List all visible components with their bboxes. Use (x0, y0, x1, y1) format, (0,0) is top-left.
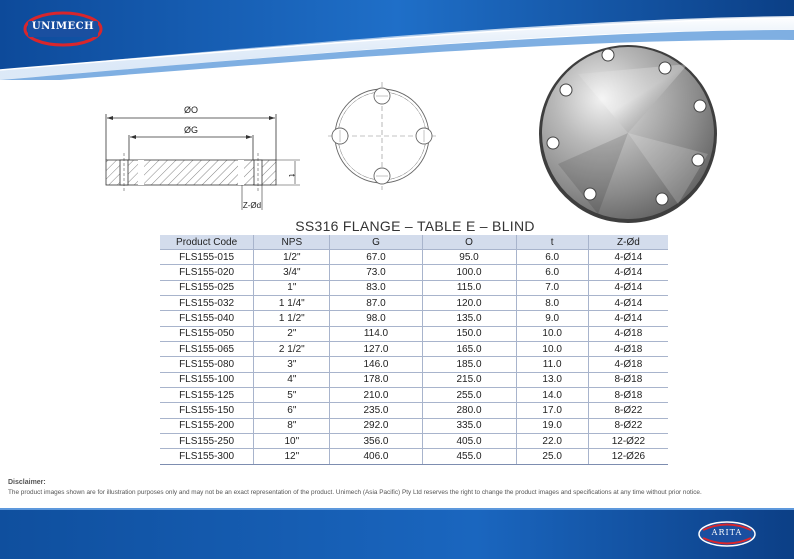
footer-graphic (0, 508, 794, 559)
cell-zd: 12-Ø22 (588, 434, 668, 449)
cell-nps: 4" (254, 372, 330, 387)
table-row (160, 342, 668, 357)
cell-t: 10.0 (516, 326, 588, 341)
cell-product-code: FLS155-020 (160, 265, 254, 280)
disclaimer-title: Disclaimer: (8, 479, 46, 486)
cell-g: 356.0 (330, 434, 422, 449)
cell-o: 280.0 (422, 403, 516, 418)
table-row (160, 311, 668, 326)
cell-zd: 4-Ø18 (588, 357, 668, 372)
header-o: O (422, 235, 516, 250)
cell-t: 25.0 (516, 449, 588, 464)
cell-product-code: FLS155-025 (160, 280, 254, 295)
dimension-zd-label: Z-Ød (242, 201, 262, 210)
cell-nps: 1/2" (254, 250, 330, 265)
table-row (160, 250, 668, 265)
cell-t: 9.0 (516, 311, 588, 326)
table-row (160, 265, 668, 280)
table-row (160, 418, 668, 433)
cell-nps: 12" (254, 449, 330, 464)
cell-product-code: FLS155-065 (160, 342, 254, 357)
table-row (160, 357, 668, 372)
cell-zd: 4-Ø14 (588, 296, 668, 311)
cell-o: 100.0 (422, 265, 516, 280)
table-body (160, 250, 668, 465)
cell-t: 22.0 (516, 434, 588, 449)
flange-side-section-drawing (102, 98, 307, 218)
dimension-t-label: t (287, 174, 297, 177)
cell-g: 210.0 (330, 388, 422, 403)
header-t: t (516, 235, 588, 250)
cell-nps: 3/4" (254, 265, 330, 280)
cell-o: 165.0 (422, 342, 516, 357)
table-row (160, 449, 668, 464)
cell-nps: 6" (254, 403, 330, 418)
dimension-g-label: ØG (183, 125, 199, 135)
cell-zd: 4-Ø14 (588, 265, 668, 280)
cell-nps: 1 1/2" (254, 311, 330, 326)
cell-product-code: FLS155-300 (160, 449, 254, 464)
table-row (160, 280, 668, 295)
table-header-row (160, 235, 668, 250)
cell-t: 14.0 (516, 388, 588, 403)
cell-o: 135.0 (422, 311, 516, 326)
cell-product-code: FLS155-050 (160, 326, 254, 341)
cell-product-code: FLS155-200 (160, 418, 254, 433)
cell-zd: 4-Ø18 (588, 326, 668, 341)
arita-logo[interactable] (697, 521, 757, 547)
cell-zd: 4-Ø14 (588, 280, 668, 295)
cell-product-code: FLS155-100 (160, 372, 254, 387)
cell-g: 87.0 (330, 296, 422, 311)
table-row (160, 296, 668, 311)
cell-zd: 12-Ø26 (588, 449, 668, 464)
cell-g: 146.0 (330, 357, 422, 372)
cell-o: 405.0 (422, 434, 516, 449)
cell-o: 120.0 (422, 296, 516, 311)
table-row (160, 434, 668, 449)
unimech-logo[interactable] (22, 10, 104, 48)
header-zd: Z-Ød (588, 235, 668, 250)
footer-band (0, 508, 794, 559)
header-g: G (330, 235, 422, 250)
cell-zd: 8-Ø18 (588, 388, 668, 403)
table-row (160, 326, 668, 341)
header-product-code: Product Code (160, 235, 254, 250)
cell-zd: 8-Ø22 (588, 403, 668, 418)
table-row (160, 372, 668, 387)
arita-logo-text: ARITA (711, 528, 743, 537)
cell-zd: 4-Ø14 (588, 250, 668, 265)
table-title: SS316 FLANGE – TABLE E – BLIND (295, 218, 535, 234)
cell-t: 19.0 (516, 418, 588, 433)
cell-o: 95.0 (422, 250, 516, 265)
cell-g: 235.0 (330, 403, 422, 418)
cell-nps: 3" (254, 357, 330, 372)
cell-zd: 8-Ø22 (588, 418, 668, 433)
cell-g: 178.0 (330, 372, 422, 387)
cell-zd: 4-Ø18 (588, 342, 668, 357)
cell-product-code: FLS155-032 (160, 296, 254, 311)
flange-front-view-drawing (318, 78, 448, 208)
cell-nps: 5" (254, 388, 330, 403)
cell-zd: 4-Ø14 (588, 311, 668, 326)
cell-nps: 2" (254, 326, 330, 341)
cell-o: 455.0 (422, 449, 516, 464)
cell-product-code: FLS155-015 (160, 250, 254, 265)
cell-nps: 1 1/4" (254, 296, 330, 311)
cell-product-code: FLS155-040 (160, 311, 254, 326)
cell-product-code: FLS155-150 (160, 403, 254, 418)
cell-product-code: FLS155-250 (160, 434, 254, 449)
cell-t: 10.0 (516, 342, 588, 357)
cell-nps: 1" (254, 280, 330, 295)
cell-o: 215.0 (422, 372, 516, 387)
cell-o: 185.0 (422, 357, 516, 372)
header-nps: NPS (254, 235, 330, 250)
cell-g: 114.0 (330, 326, 422, 341)
cell-g: 67.0 (330, 250, 422, 265)
cell-t: 17.0 (516, 403, 588, 418)
cell-t: 13.0 (516, 372, 588, 387)
cell-g: 406.0 (330, 449, 422, 464)
cell-g: 73.0 (330, 265, 422, 280)
cell-zd: 8-Ø18 (588, 372, 668, 387)
cell-product-code: FLS155-125 (160, 388, 254, 403)
cell-nps: 10" (254, 434, 330, 449)
logo-text: UNIMECH (31, 21, 95, 32)
cell-nps: 2 1/2" (254, 342, 330, 357)
flange-product-photo (538, 44, 718, 224)
dimension-o-label: ØO (183, 105, 199, 115)
cell-o: 150.0 (422, 326, 516, 341)
cell-g: 127.0 (330, 342, 422, 357)
cell-o: 255.0 (422, 388, 516, 403)
cell-t: 11.0 (516, 357, 588, 372)
cell-g: 292.0 (330, 418, 422, 433)
cell-product-code: FLS155-080 (160, 357, 254, 372)
flange-spec-table (160, 235, 668, 465)
cell-t: 7.0 (516, 280, 588, 295)
cell-g: 83.0 (330, 280, 422, 295)
cell-t: 6.0 (516, 250, 588, 265)
cell-g: 98.0 (330, 311, 422, 326)
cell-nps: 8" (254, 418, 330, 433)
cell-t: 8.0 (516, 296, 588, 311)
table-row (160, 388, 668, 403)
disclaimer-text: The product images shown are for illustration purposes only and may not be an exact representation of the product. Unimech (Asia Pacific) Pty Ltd reserves the right to change the product images and specifications at any time without prior notice. (8, 489, 702, 496)
cell-o: 115.0 (422, 280, 516, 295)
cell-o: 335.0 (422, 418, 516, 433)
table-row (160, 403, 668, 418)
cell-t: 6.0 (516, 265, 588, 280)
